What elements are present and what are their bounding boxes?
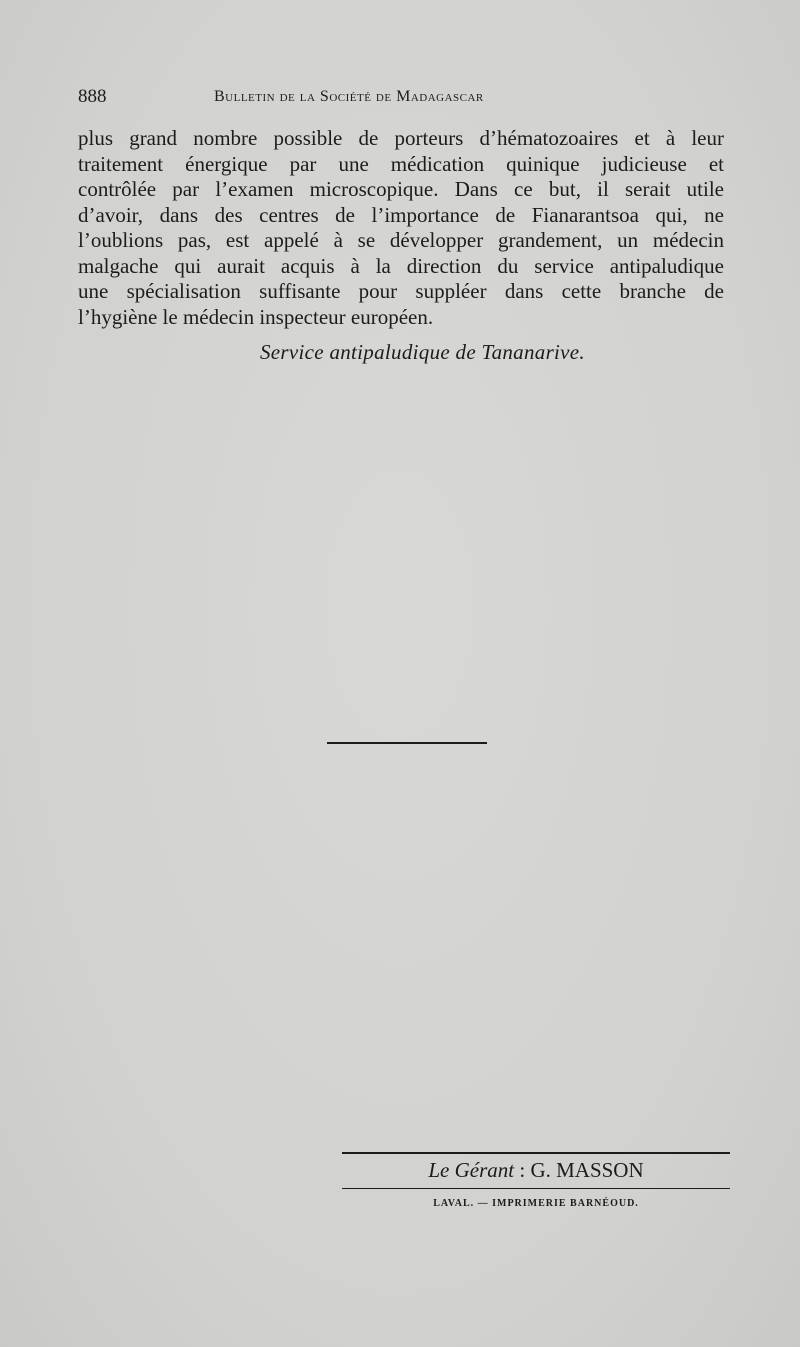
body-line-8: l’hygiène le médecin inspecteur européen. xyxy=(78,304,434,329)
body-line-4: d’avoir, dans des centres de l’importance de Fianarantsoa qui, ne xyxy=(78,202,724,227)
body-line-5: l’oublions pas, est appelé à se développer grandement, un médecin xyxy=(78,228,724,252)
section-separator-rule xyxy=(327,742,487,744)
footer-top-rule xyxy=(342,1152,730,1154)
footer-bottom-rule xyxy=(342,1188,730,1189)
page-number: 888 xyxy=(78,86,107,107)
author-signature: Service antipaludique de Tananarive. xyxy=(260,340,585,364)
body-line-1: plus grand nombre possible de porteurs d’hématozoaires et à leur xyxy=(78,126,724,150)
body-line-2: traitement énergique par une médication quinique judicieuse et xyxy=(78,151,724,176)
body-line-7: une spécialisation suffisante pour suppléer dans cette branche de xyxy=(78,279,724,303)
gerant-separator: : xyxy=(514,1158,531,1182)
body-paragraph xyxy=(78,126,724,330)
body-line-3: contrôlée par l’examen microscopique. Dans ce but, il serait utile xyxy=(78,177,724,201)
printer-imprint: LAVAL. — IMPRIMERIE BARNÉOUD. xyxy=(433,1198,639,1209)
gerant-line xyxy=(342,1158,730,1183)
page-header xyxy=(78,86,728,114)
gerant-name: G. MASSON xyxy=(530,1158,644,1182)
gerant-label: Le Gérant xyxy=(428,1158,515,1182)
body-line-6: malgache qui aurait acquis à la direction du service antipaludique xyxy=(78,253,724,278)
running-title: Bulletin de la Société de Madagascar xyxy=(214,88,484,105)
